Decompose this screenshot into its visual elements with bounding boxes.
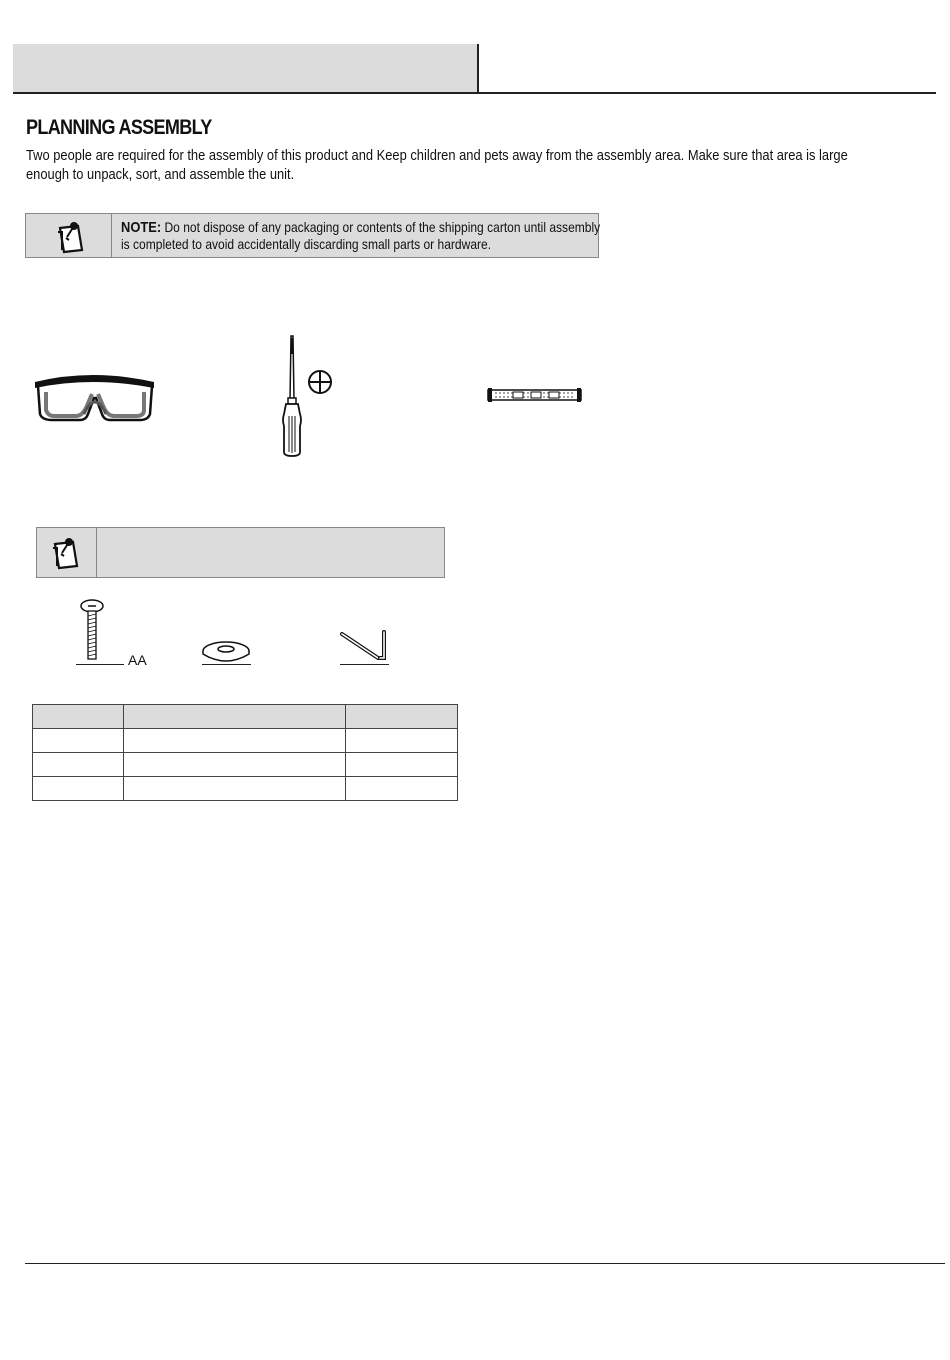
- table-cell: [33, 729, 124, 753]
- table-cell: [33, 753, 124, 777]
- table-header-cell: [123, 705, 345, 729]
- table-header-cell: [346, 705, 458, 729]
- table-row: [33, 777, 458, 801]
- header-rule: [13, 92, 936, 94]
- table-header-cell: [33, 705, 124, 729]
- hardware-allen-key-underline: [340, 664, 389, 665]
- note-icon-cell: [26, 214, 112, 257]
- note-pin-icon: [49, 536, 83, 570]
- safety-glasses-icon: [32, 370, 158, 426]
- table-cell: [346, 777, 458, 801]
- phillips-screwdriver-icon: [276, 334, 338, 458]
- header-divider: [477, 44, 479, 94]
- table-cell: [346, 753, 458, 777]
- note-text: [121, 219, 603, 253]
- hardware-washer-underline: [202, 664, 251, 665]
- footer-rule: [25, 1263, 945, 1264]
- note-pin-icon: [54, 220, 88, 254]
- parts-table: [32, 704, 458, 801]
- hardware-aa-label: AA: [128, 652, 147, 668]
- hardware-note-icon-cell: [37, 528, 97, 577]
- note-label: NOTE:: [121, 219, 162, 236]
- washer-icon: [201, 638, 251, 662]
- hardware-aa-underline: [76, 664, 124, 665]
- table-row: [33, 729, 458, 753]
- hardware-note-box: [36, 527, 445, 578]
- table-cell: [123, 729, 345, 753]
- allen-key-icon: [336, 626, 392, 664]
- table-cell: [346, 729, 458, 753]
- bolt-icon: [80, 598, 104, 662]
- page-title: PLANNING ASSEMBLY: [26, 116, 212, 139]
- table-cell: [123, 777, 345, 801]
- intro-paragraph: Two people are required for the assembly of this product and Keep children and pets away from the assembly area. Make sure that area is large enough to unpack, sort, and assemble the unit.: [26, 147, 848, 183]
- level-icon: [487, 388, 583, 402]
- table-header-row: [33, 705, 458, 729]
- table-row: [33, 753, 458, 777]
- table-cell: [33, 777, 124, 801]
- note-body: Do not dispose of any packaging or contents of the shipping carton until assembly is completed to avoid accidentally discarding small parts or hardware.: [121, 219, 601, 252]
- table-cell: [123, 753, 345, 777]
- header-title-panel: [13, 44, 477, 94]
- note-box: [25, 213, 599, 258]
